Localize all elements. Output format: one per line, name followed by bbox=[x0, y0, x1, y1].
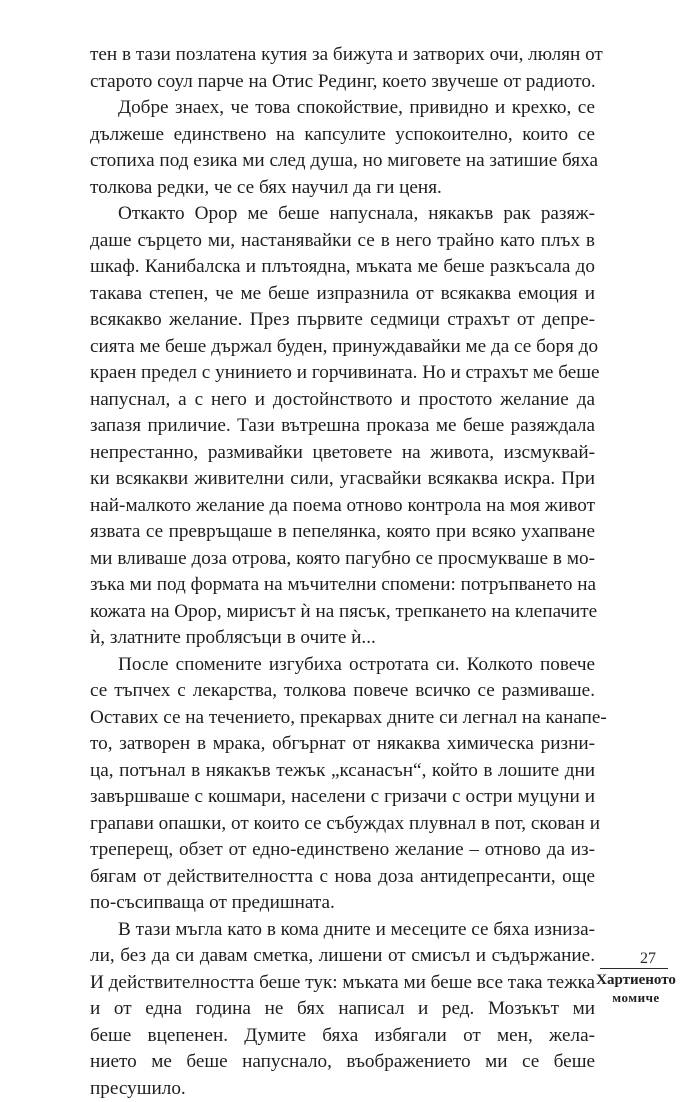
running-title-line1: Хартиеното bbox=[596, 972, 676, 988]
text-line: зъка ми под формата на мъчителни спомени: потръпването на bbox=[90, 572, 595, 599]
text-line: Откакто Орор ме беше напуснала, някакъв рак разяж- bbox=[90, 201, 595, 228]
text-line: даше сърцето ми, настанявайки се в него трайно като плъх в bbox=[90, 228, 595, 255]
text-line: завършваше с кошмари, населени с гризачи с остри муцуни и bbox=[90, 784, 595, 811]
text-line: ца, потънал в някакъв тежък „ксанасън“, който в лошите дни bbox=[90, 758, 595, 785]
running-title-line2: момиче bbox=[596, 989, 676, 1006]
text-line: непрестанно, размивайки цветовете на живота, изсмуквай- bbox=[90, 440, 595, 467]
text-line: Оставих се на течението, прекарвах дните си легнал на канапе- bbox=[90, 705, 595, 732]
text-line: старото соул парче на Отис Рединг, което звучеше от радиото. bbox=[90, 69, 595, 96]
text-line: треперещ, обзет от едно-единствено желание – отново да из- bbox=[90, 837, 595, 864]
text-line: пресушило. bbox=[90, 1076, 595, 1102]
text-line: краен предел с унинието и горчивината. Но и страхът ме беше bbox=[90, 360, 595, 387]
text-line: грапави опашки, от които се събуждах плувнал в пот, скован и bbox=[90, 811, 595, 838]
text-line: беше вцепенен. Думите бяха избягали от мен, жела- bbox=[90, 1023, 595, 1050]
text-line: бягам от действителността с нова доза антидепресанти, още bbox=[90, 864, 595, 891]
body-text bbox=[90, 42, 595, 1102]
text-line: най-малкото желание да поема отново контрола на моя живот bbox=[90, 493, 595, 520]
text-line: И действителността беше тук: мъката ми беше все така тежка bbox=[90, 970, 595, 997]
text-line: по-съсипваща от предишната. bbox=[90, 890, 595, 917]
page-number-rule bbox=[600, 968, 668, 969]
text-line: напуснал, а с него и достойнството и простото желание да bbox=[90, 387, 595, 414]
text-line: всякакво желание. През първите седмици страхът от депре- bbox=[90, 307, 595, 334]
text-line: ли, без да си давам сметка, лишени от смисъл и съдържание. bbox=[90, 943, 595, 970]
text-line: Добре знаех, че това спокойствие, привидно и крехко, се bbox=[90, 95, 595, 122]
page-number: 27 bbox=[640, 950, 656, 968]
text-line: шкаф. Канибалска и плътоядна, мъката ме беше разкъсала до bbox=[90, 254, 595, 281]
text-line: и от една година не бях написал и ред. Мозъкът ми bbox=[90, 996, 595, 1023]
text-line: После спомените изгубиха остротата си. Колкото повече bbox=[90, 652, 595, 679]
text-line: запазя приличие. Тази вътрешна проказа ме беше разяждала bbox=[90, 413, 595, 440]
running-title bbox=[596, 972, 676, 1006]
text-line: се тъпчех с лекарства, толкова повече всичко се размиваше. bbox=[90, 678, 595, 705]
text-line: В тази мъгла като в кома дните и месеците се бяха изнизa- bbox=[90, 917, 595, 944]
text-line: тен в тази позлатена кутия за бижута и затворих очи, люлян от bbox=[90, 42, 595, 69]
text-line: сията ме беше държал буден, принуждавайки ме да се боря до bbox=[90, 334, 595, 361]
text-line: стопиха под езика ми след душа, но миговете на затишие бяха bbox=[90, 148, 595, 175]
text-line: нието ме беше напуснало, въображението ми се беше bbox=[90, 1049, 595, 1076]
text-line: ки всякакви живителни сили, угасвайки всякаква искра. При bbox=[90, 466, 595, 493]
text-line: такава степен, че ме беше изпразнила от всякаква емоция и bbox=[90, 281, 595, 308]
text-line: ѝ, златните проблясъци в очите ѝ... bbox=[90, 625, 595, 652]
text-line: язвата се превръщаше в пепелянка, която при всяко ухапване bbox=[90, 519, 595, 546]
text-line: кожата на Орор, мирисът ѝ на пясък, трепкането на клепачите bbox=[90, 599, 595, 626]
text-line: то, затворен в мрака, обгърнат от някаква химическа ризни- bbox=[90, 731, 595, 758]
text-line: толкова редки, че се бях научил да ги ценя. bbox=[90, 175, 595, 202]
text-line: дължеше единствено на капсулите успокоително, които се bbox=[90, 122, 595, 149]
text-line: ми вливаше доза отрова, която пагубно се просмукваше в мо- bbox=[90, 546, 595, 573]
